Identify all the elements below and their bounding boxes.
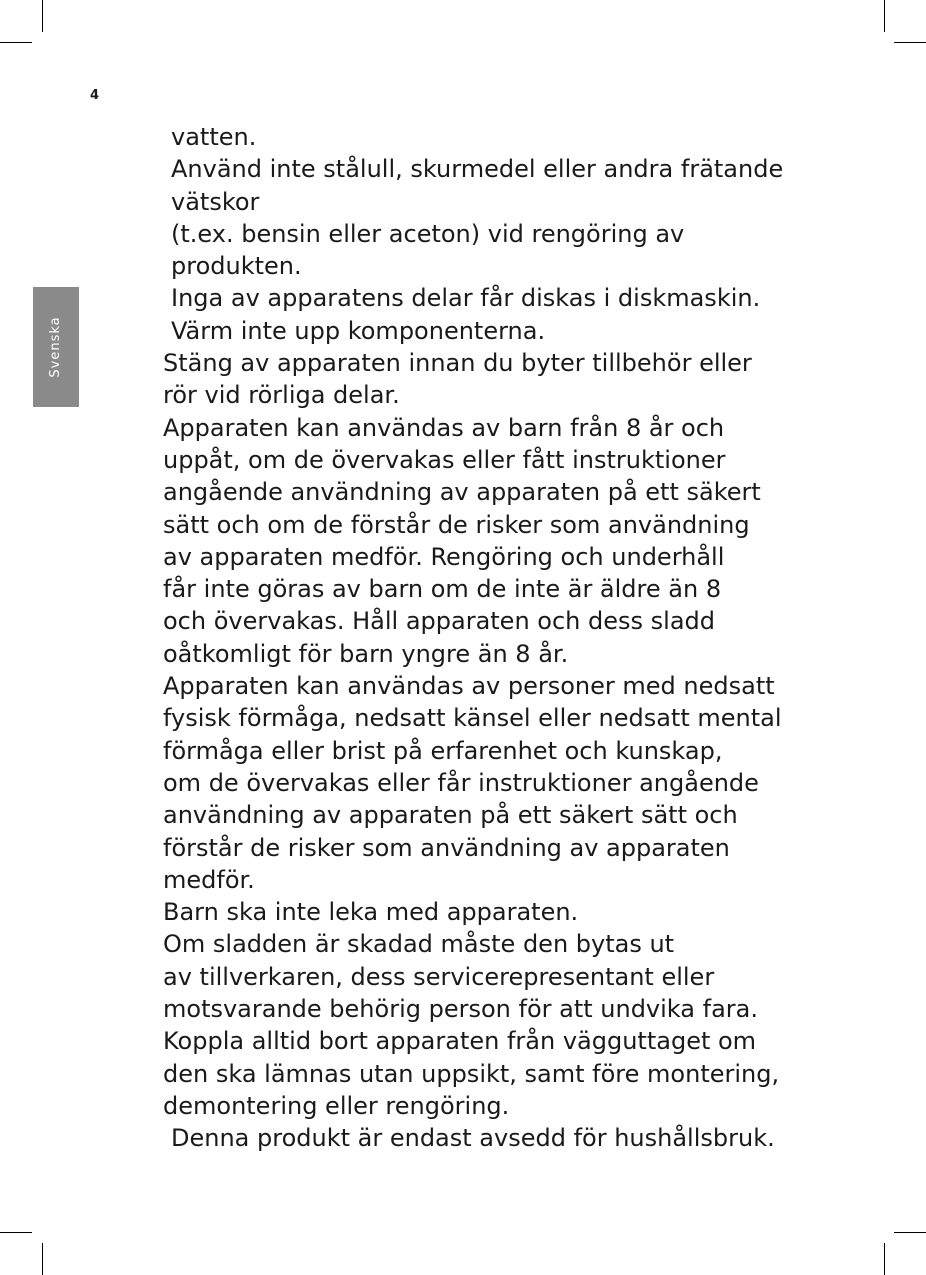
text-line: uppåt, om de övervakas eller fått instruktioner [163, 445, 726, 474]
text-line: Apparaten kan användas av barn från 8 år och [163, 413, 725, 442]
text-line: Barn ska inte leka med apparaten. [163, 898, 579, 927]
text-line: demontering eller rengöring. [163, 1091, 510, 1120]
text-line: vätskor [171, 187, 260, 216]
crop-mark-bottom-left-vertical [42, 1243, 43, 1275]
language-tab-label: Svenska [48, 316, 63, 378]
text-line: får inte göras av barn om de inte är äldre än 8 [163, 575, 722, 604]
text-line: Om sladden är skadad måste den bytas ut [163, 930, 675, 959]
crop-mark-top-left-vertical [42, 0, 43, 32]
body-text [163, 121, 823, 1155]
text-line: angående användning av apparaten på ett säkert [163, 478, 761, 507]
text-line: produkten. [171, 252, 302, 281]
text-line: av tillverkaren, dess servicerepresentant eller [163, 962, 715, 991]
text-line: den ska lämnas utan uppsikt, samt före montering, [163, 1059, 780, 1088]
language-tab [33, 287, 79, 407]
text-line: Använd inte stålull, skurmedel eller andra frätande [171, 155, 784, 184]
text-line: Stäng av apparaten innan du byter tillbehör eller [163, 349, 752, 378]
text-line: fysisk förmåga, nedsatt känsel eller nedsatt mental [163, 704, 782, 733]
text-line: om de övervakas eller får instruktioner angående [163, 768, 759, 797]
text-line: förstår de risker som användning av apparaten [163, 833, 730, 862]
text-line: (t.ex. bensin eller aceton) vid rengöring av [171, 219, 685, 248]
crop-mark-top-left-horizontal [0, 42, 32, 43]
text-line: Apparaten kan användas av personer med nedsatt [163, 672, 775, 701]
text-line: av apparaten medför. Rengöring och underhåll [163, 542, 725, 571]
crop-mark-top-right-horizontal [894, 42, 926, 43]
text-line: medför. [163, 865, 255, 894]
text-line: Koppla alltid bort apparaten från vägguttaget om [163, 1027, 757, 1056]
text-line: Värm inte upp komponenterna. [171, 316, 546, 345]
text-line: förmåga eller brist på erfarenhet och kunskap, [163, 736, 723, 765]
crop-mark-top-right-vertical [884, 0, 885, 32]
text-line: användning av apparaten på ett säkert sätt och [163, 801, 738, 830]
text-line: och övervakas. Håll apparaten och dess sladd [163, 607, 715, 636]
text-line: vatten. [171, 123, 257, 151]
text-line: Denna produkt är endast avsedd för hushållsbruk. [171, 1124, 775, 1153]
text-line: rör vid rörliga delar. [163, 381, 400, 410]
text-line: sätt och om de förstår de risker som användning [163, 510, 750, 539]
crop-mark-bottom-left-horizontal [0, 1232, 32, 1233]
crop-mark-bottom-right-horizontal [894, 1232, 926, 1233]
page-number: 4 [90, 88, 100, 103]
text-line: oåtkomligt för barn yngre än 8 år. [163, 639, 569, 668]
text-line: Inga av apparatens delar får diskas i diskmaskin. [171, 284, 761, 313]
crop-mark-bottom-right-vertical [884, 1243, 885, 1275]
text-line: motsvarande behörig person för att undvika fara. [163, 995, 758, 1024]
